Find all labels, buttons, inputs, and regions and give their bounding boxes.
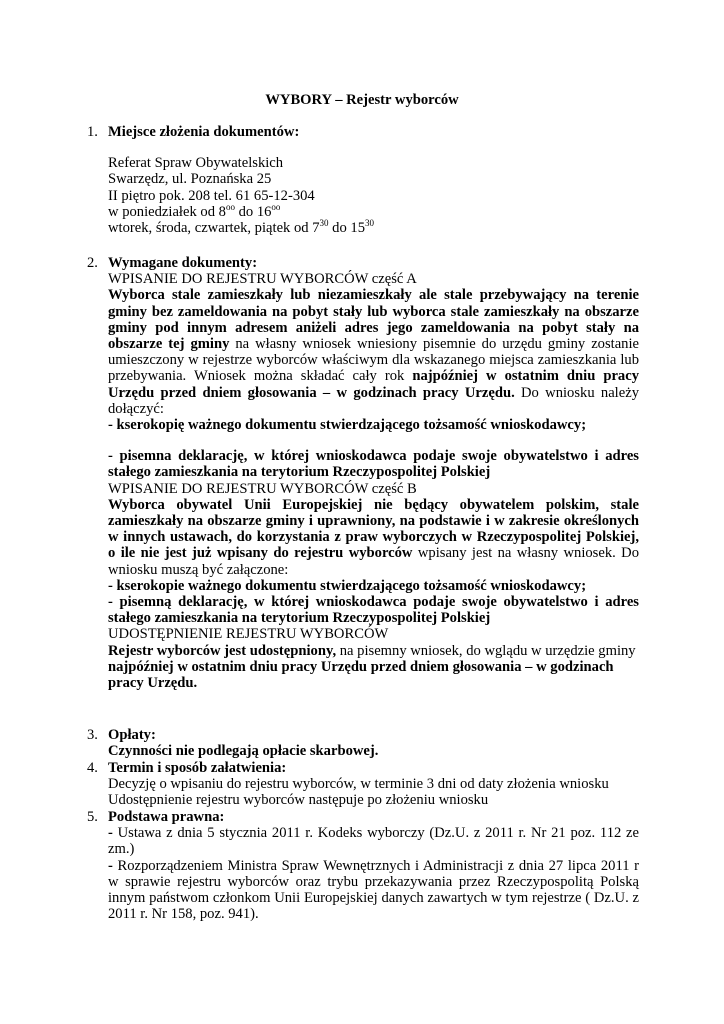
- legal-basis-item: - Ustawa z dnia 5 stycznia 2011 r. Kodeks wyborczy (Dz.U. z 2011 r. Nr 21 poz. 112 ze zm.): [108, 825, 639, 858]
- part-c-description: Rejestr wyborców jest udostępniony, na pisemny wniosek, do wglądu w urzędzie gminy najpóźniej w ostatnim dniu pracy Urzędu przed dniem głosowania – w godzinach pracy Urzędu.: [108, 642, 636, 692]
- hours-other-days: wtorek, środa, czwartek, piątek od $7^{30}$ do $15^{30}$: [108, 218, 375, 237]
- document-title: WYBORY – Rejestr wyborców: [265, 92, 459, 108]
- section-number: 5.: [87, 809, 98, 825]
- section-heading: Opłaty:: [108, 727, 156, 743]
- deadline-decision: Decyzję o wpisaniu do rejestru wyborców, w terminie 3 dni od daty złożenia wniosku: [108, 776, 609, 793]
- section-number: 1.: [87, 124, 98, 140]
- section-documents: [87, 255, 640, 692]
- part-a-description: Wyborca stale zamieszkały lub niezamieszkały ale stale przebywający na terenie gminy bez zameldowania na pobyt stały lub wyborca stale zamieszkały na obszarze gminy pod innym adresem aniżeli adres jego zameldowania na pobyt stały na obszarze tej gminy na własny wniosek wniesiony pisemnie do urzędu gminy zostanie umieszczony w rejestrze wyborców właściwym dla wskazanego miejsca zamieszkania lub przebywania. Wniosek można składać cały rok najpóźniej w ostatnim dniu pracy Urzędu przed dniem głosowania – w godzinach pracy Urzędu. Do wniosku należy dołączyć:: [108, 287, 640, 417]
- section-number: 3.: [87, 727, 98, 743]
- part-a-title: WPISANIE DO REJESTRU WYBORCÓW część A: [108, 271, 417, 288]
- section-number: 2.: [87, 255, 98, 271]
- office-address: Swarzędz, ul. Poznańska 25: [108, 171, 272, 188]
- fees-text: Czynności nie podlegają opłacie skarbowej.: [108, 743, 379, 760]
- part-b-description: Wyborca obywatel Unii Europejskiej nie będący obywatelem polskim, stale zamieszkały na obszarze gminy i uprawniony, na podstawie i w zakresie określonych w innych ustawach, do korzystania z praw wyborczych w Rzeczypospolitej Polskiej, o ile nie jest już wpisany do rejestru wyborców wpisany jest na własny wniosek. Do wniosku muszą być załączone:: [108, 496, 640, 578]
- hours-monday: w poniedziałek od $8^{oo}$ do $16^{oo}$: [108, 201, 281, 220]
- section-legal-basis: [87, 809, 639, 923]
- part-a-item-id-copy: - kserokopię ważnego dokumentu stwierdzającego tożsamość wnioskodawcy;: [108, 417, 587, 434]
- section-heading: Termin i sposób załatwienia:: [108, 760, 287, 776]
- part-a-item-declaration: - pisemna deklarację, w której wnioskodawca podaje swoje obywatelstwo i adres stałego zamieszkania na terytorium Rzeczypospolitej Polskiej: [108, 448, 639, 481]
- section-deadline: [87, 760, 639, 809]
- section-heading: Wymagane dokumenty:: [108, 255, 258, 271]
- section-heading: Podstawa prawna:: [108, 809, 225, 825]
- office-room-phone: II piętro pok. 208 tel. 61 65-12-304: [108, 187, 315, 204]
- legal-basis-item: - Rozporządzeniem Ministra Spraw Wewnętrznych i Administracji z dnia 27 lipca 2011 r w sprawie rejestru wyborców oraz trybu przekazywania przez Rzeczypospolitą Polską innym państwom członkom Unii Europejskiej danych zawartych w tym rejestrze ( Dz.U. z 2011 r. Nr 158, poz. 941).: [108, 857, 639, 923]
- part-b-item-id-copy: - kserokopie ważnego dokumentu stwierdzającego tożsamość wnioskodawcy;: [108, 577, 587, 594]
- section-fees: [87, 727, 639, 760]
- part-b-item-declaration: - pisemną deklarację, w której wnioskodawca podaje swoje obywatelstwo i adres stałego zamieszkania na terytorium Rzeczypospolitej Polskiej: [108, 594, 639, 627]
- office-name: Referat Spraw Obywatelskich: [108, 155, 284, 172]
- section-heading: Miejsce złożenia dokumentów:: [108, 124, 300, 140]
- part-b-title: WPISANIE DO REJESTRU WYBORCÓW część B: [108, 480, 417, 497]
- section-number: 4.: [87, 760, 98, 776]
- section-location: [87, 124, 639, 237]
- part-c-title: UDOSTĘPNIENIE REJESTRU WYBORCÓW: [108, 626, 389, 643]
- deadline-access: Udostępnienie rejestru wyborców następuje po złożeniu wniosku: [108, 792, 489, 809]
